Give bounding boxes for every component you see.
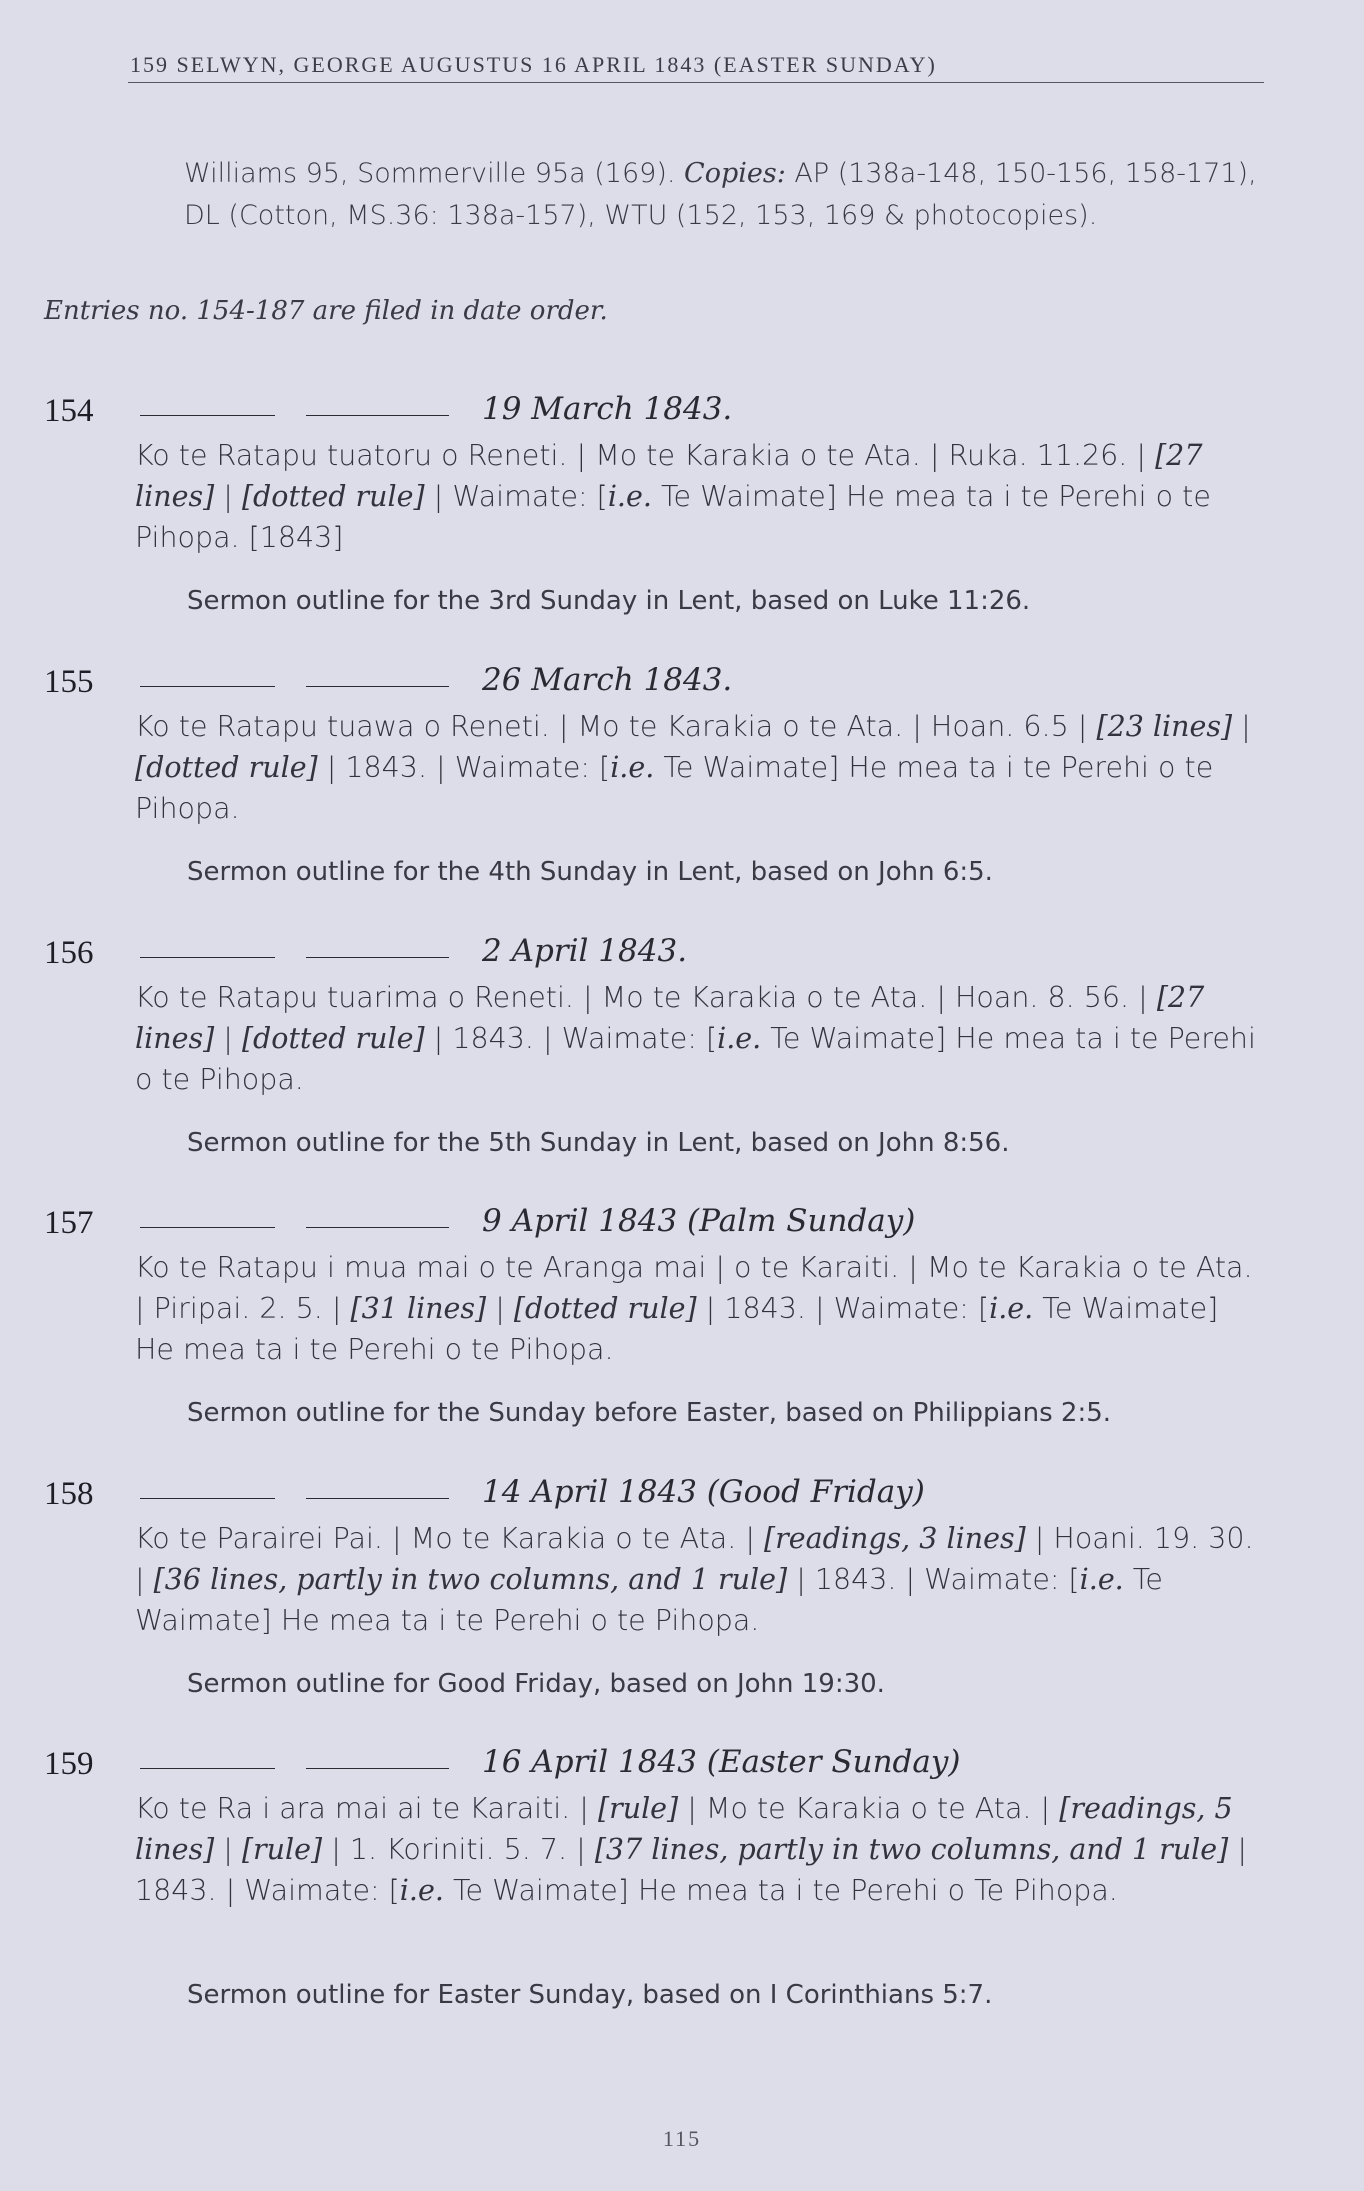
ditto-dash: [306, 957, 449, 958]
transcription-text: | Hoani. 19. 30. |: [135, 1522, 1254, 1596]
copies-label: Copies:: [684, 158, 786, 189]
transcription-text: |: [214, 1022, 242, 1055]
transcription-text: Te Waimate] He mea ta i te Perehi o te Pihopa.: [135, 1022, 1256, 1096]
editorial-note: [23 lines]: [1096, 710, 1233, 743]
header-rule: [128, 82, 1264, 83]
editorial-note: [rule]: [597, 1792, 679, 1825]
entry-summary: Sermon outline for the 5th Sunday in Lent, based on John 8:56.: [187, 1128, 1010, 1158]
entry-number: 158: [44, 1476, 94, 1512]
page-number: 115: [662, 2126, 702, 2151]
transcription-text: Ko te Ratapu i mua mai o te Aranga mai | o te Karaiti. | Mo te Karakia o te Ata. | Piripai. 2. 5. |: [135, 1251, 1253, 1325]
transcription-text: | Waimate: [: [424, 480, 608, 513]
editorial-note: [27 lines]: [135, 439, 1203, 513]
transcription-text: Ko te Ratapu tuatoru o Reneti. | Mo te Karakia o te Ata. | Ruka. 11.26. |: [135, 439, 1156, 472]
entry-number: 155: [44, 664, 94, 700]
entry-transcription: [135, 1788, 1265, 1911]
continuation-text: Williams 95, Sommerville 95a (169).: [184, 158, 685, 189]
transcription-text: | 1843. | Waimate: [: [696, 1292, 990, 1325]
ditto-dash: [306, 1498, 449, 1499]
transcription-text: | 1843. | Waimate: [: [135, 1833, 1247, 1907]
ditto-dash: [306, 415, 449, 416]
transcription-text: Ko te Ratapu tuawa o Reneti. | Mo te Karakia o te Ata. | Hoan. 6.5 |: [135, 710, 1097, 743]
editorial-note: [rule]: [241, 1833, 323, 1866]
editorial-note: [dotted rule]: [241, 480, 425, 513]
ditto-dash: [140, 1768, 275, 1769]
transcription-text: Te Waimate] He mea ta i te Perehi o te Pihopa.: [135, 1563, 1163, 1637]
ditto-dash: [306, 1768, 449, 1769]
entry-transcription: [135, 435, 1265, 558]
ditto-dash: [140, 1498, 275, 1499]
ditto-dash: [306, 1227, 449, 1228]
entry-date: 2 April 1843.: [482, 933, 688, 969]
entry-transcription: [135, 1518, 1265, 1641]
entry-date: 16 April 1843 (Easter Sunday): [482, 1744, 961, 1780]
editorial-note: i.e.: [989, 1292, 1034, 1325]
entry-summary: Sermon outline for the 3rd Sunday in Lent, based on Luke 11:26.: [187, 586, 1031, 616]
editorial-note: [dotted rule]: [513, 1292, 697, 1325]
entry-summary: Sermon outline for Good Friday, based on John 19:30.: [187, 1669, 885, 1699]
entry-number: 159: [44, 1746, 94, 1782]
editorial-note: [27 lines]: [135, 981, 1205, 1055]
entry-transcription: [135, 977, 1265, 1100]
entry-summary: Sermon outline for Easter Sunday, based on I Corinthians 5:7.: [187, 1980, 993, 2010]
editorial-note: [36 lines, partly in two columns, and 1 rule]: [153, 1563, 788, 1596]
editorial-note: [dotted rule]: [241, 1022, 425, 1055]
transcription-text: Te Waimate] He mea ta i te Perehi o Te Pihopa.: [443, 1874, 1118, 1907]
transcription-text: |: [486, 1292, 514, 1325]
editorial-note: i.e.: [610, 751, 655, 784]
entry-date: 26 March 1843.: [482, 662, 733, 698]
ditto-dash: [140, 1227, 275, 1228]
continuation-paragraph: [184, 153, 1264, 237]
transcription-text: Ko te Ra i ara mai ai te Karaiti. |: [135, 1792, 598, 1825]
entry-number: 154: [44, 393, 94, 429]
filing-note: Entries no. 154-187 are filed in date order.: [44, 296, 608, 326]
transcription-text: Ko te Parairei Pai. | Mo te Karakia o te Ata. |: [135, 1522, 764, 1555]
transcription-text: Te Waimate] He mea ta i te Perehi o te Pihopa. [1843]: [135, 480, 1211, 554]
transcription-text: | Mo te Karakia o te Ata. |: [678, 1792, 1060, 1825]
entry-transcription: [135, 1247, 1265, 1370]
editorial-note: i.e.: [399, 1874, 444, 1907]
entry-date: 19 March 1843.: [482, 391, 733, 427]
entry-summary: Sermon outline for the 4th Sunday in Lent, based on John 6:5.: [187, 857, 993, 887]
transcription-text: | 1. Koriniti. 5. 7. |: [322, 1833, 595, 1866]
ditto-dash: [140, 957, 275, 958]
transcription-text: |: [1232, 710, 1251, 743]
editorial-note: i.e.: [1079, 1563, 1124, 1596]
ditto-dash: [140, 686, 275, 687]
transcription-text: |: [214, 1833, 242, 1866]
editorial-note: [dotted rule]: [135, 751, 318, 784]
transcription-text: | 1843. | Waimate: [: [424, 1022, 718, 1055]
entry-number: 156: [44, 935, 94, 971]
continuation-text-rest: AP (138a-148, 150-156, 158-171), DL (Cotton, MS.36: 138a-157), WTU (152, 153, 169 & photocopies).: [184, 158, 1257, 231]
ditto-dash: [306, 686, 449, 687]
entry-number: 157: [44, 1205, 94, 1241]
transcription-text: Ko te Ratapu tuarima o Reneti. | Mo te Karakia o te Ata. | Hoan. 8. 56. |: [135, 981, 1157, 1014]
editorial-note: [readings, 3 lines]: [764, 1522, 1026, 1555]
editorial-note: [37 lines, partly in two columns, and 1 rule]: [594, 1833, 1229, 1866]
entry-transcription: [135, 706, 1265, 829]
editorial-note: i.e.: [717, 1022, 762, 1055]
running-head: 159 SELWYN, GEORGE AUGUSTUS 16 APRIL 1843 (EASTER SUNDAY): [130, 52, 937, 77]
entry-summary: Sermon outline for the Sunday before Easter, based on Philippians 2:5.: [187, 1398, 1112, 1428]
editorial-note: [readings, 5 lines]: [135, 1792, 1233, 1866]
editorial-note: i.e.: [607, 480, 652, 513]
entry-date: 14 April 1843 (Good Friday): [482, 1474, 925, 1510]
entry-date: 9 April 1843 (Palm Sunday): [482, 1203, 916, 1239]
transcription-text: Te Waimate] He mea ta i te Perehi o te Pihopa.: [135, 751, 1214, 825]
editorial-note: [31 lines]: [350, 1292, 487, 1325]
transcription-text: |: [214, 480, 242, 513]
transcription-text: Te Waimate] He mea ta i te Perehi o te Pihopa.: [135, 1292, 1219, 1366]
ditto-dash: [140, 415, 275, 416]
transcription-text: | 1843. | Waimate: [: [787, 1563, 1080, 1596]
transcription-text: | 1843. | Waimate: [: [317, 751, 611, 784]
